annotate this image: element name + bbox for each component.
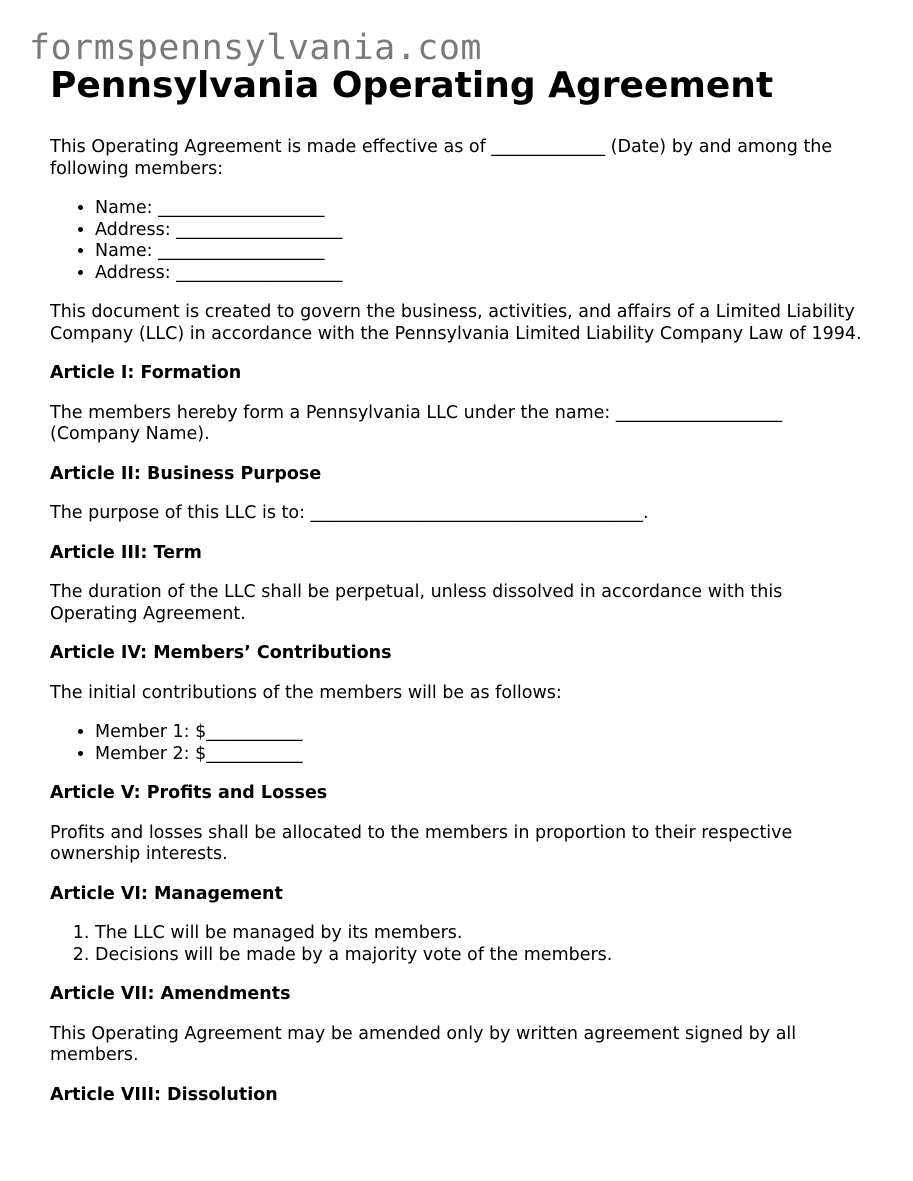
member-address-field: • Address: ___________________ xyxy=(95,263,865,285)
article-business-purpose-heading: Article II: Business Purpose xyxy=(50,463,322,484)
article-business-purpose-text: The purpose of this LLC is to: ______________________________________. xyxy=(50,503,649,523)
article-profits-text: Profits and losses shall be allocated to the members in proportion to their respective ownership interests. xyxy=(50,822,793,864)
article-contributions-text: The initial contributions of the members will be as follows: xyxy=(50,682,562,703)
contribution-item: • Member 1: $___________ xyxy=(95,722,865,744)
article-formation-heading: Article I: Formation xyxy=(50,363,242,383)
member-address-field: • Address: ___________________ xyxy=(95,220,865,242)
members-list xyxy=(50,198,865,284)
document-body xyxy=(50,62,865,1124)
management-item: 1. The LLC will be managed by its members. xyxy=(95,923,865,945)
article-term-heading: Article III: Term xyxy=(50,542,202,563)
intro-paragraph: This Operating Agreement is made effective as of _____________ (Date) by and among the following members: xyxy=(50,137,833,179)
site-watermark: formspennsylvania.com xyxy=(29,28,483,68)
article-management-heading: Article VI: Management xyxy=(50,883,283,904)
contribution-item: • Member 2: $___________ xyxy=(95,744,865,766)
member-name-field: • Name: ___________________ xyxy=(95,198,865,220)
member-name-field: • Name: ___________________ xyxy=(95,241,865,263)
article-contributions-heading: Article IV: Members’ Contributions xyxy=(50,643,392,663)
article-profits-heading: Article V: Profits and Losses xyxy=(50,783,328,803)
article-amendments-text: This Operating Agreement may be amended only by written agreement signed by all members. xyxy=(50,1023,797,1065)
document-title: Pennsylvania Operating Agreement xyxy=(50,65,774,106)
article-dissolution-heading: Article VIII: Dissolution xyxy=(50,1084,278,1105)
article-formation-text: The members hereby form a Pennsylvania LLC under the name: ___________________ (Company Name). xyxy=(50,402,783,444)
article-amendments-heading: Article VII: Amendments xyxy=(50,984,291,1004)
purpose-statement: This document is created to govern the business, activities, and affairs of a Limited Liability Company (LLC) in accordance with the Pennsylvania Limited Liability Company Law of 1994. xyxy=(50,302,862,344)
contributions-list xyxy=(50,722,865,765)
management-list xyxy=(50,923,865,966)
management-item: 2. Decisions will be made by a majority vote of the members. xyxy=(95,945,865,967)
article-term-text: The duration of the LLC shall be perpetual, unless dissolved in accordance with this Operating Agreement. xyxy=(50,582,783,624)
